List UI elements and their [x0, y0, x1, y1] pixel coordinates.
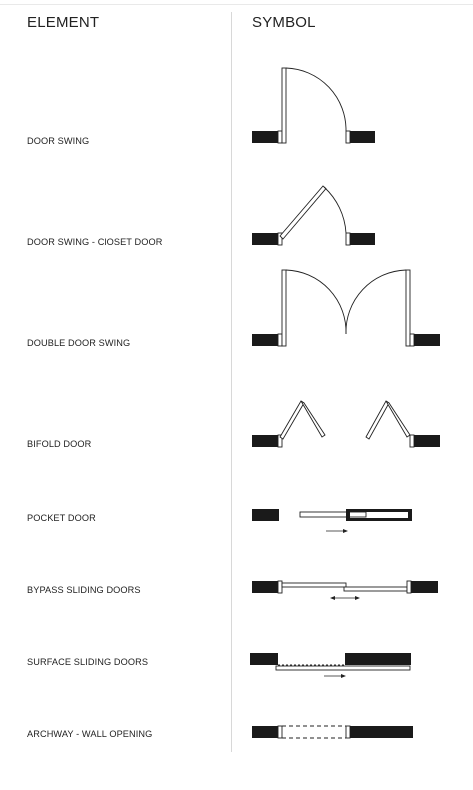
- double-door-swing-symbol: [252, 270, 440, 346]
- element-label-archway-wall-opening: ARCHWAY - WALL OPENING: [27, 729, 153, 739]
- element-label-door-swing: DOOR SWING: [27, 136, 90, 146]
- archway-wall-opening-symbol: [252, 726, 413, 738]
- bifold-door-symbol: [252, 401, 440, 447]
- symbol-column-header: SYMBOL: [252, 14, 316, 31]
- surface-sliding-doors-symbol: [250, 653, 411, 678]
- closet-door-swing-symbol: [252, 186, 375, 245]
- bypass-sliding-doors-symbol: [252, 581, 438, 600]
- door-swing-symbol: [252, 68, 375, 143]
- element-label-closet-door-swing: DOOR SWING - ClOSET DOOR: [27, 237, 163, 247]
- element-label-pocket-door: POCKET DOOR: [27, 513, 96, 523]
- element-label-bypass-sliding-doors: BYPASS SLIDING DOORS: [27, 585, 141, 595]
- element-label-double-door-swing: DOUBLE DOOR SWING: [27, 338, 131, 348]
- element-label-surface-sliding-doors: SURFACE SLIDING DOORS: [27, 657, 149, 667]
- element-label-bifold-door: BIFOLD DOOR: [27, 439, 92, 449]
- pocket-door-symbol: [252, 509, 412, 533]
- element-column-header: ELEMENT: [27, 14, 100, 31]
